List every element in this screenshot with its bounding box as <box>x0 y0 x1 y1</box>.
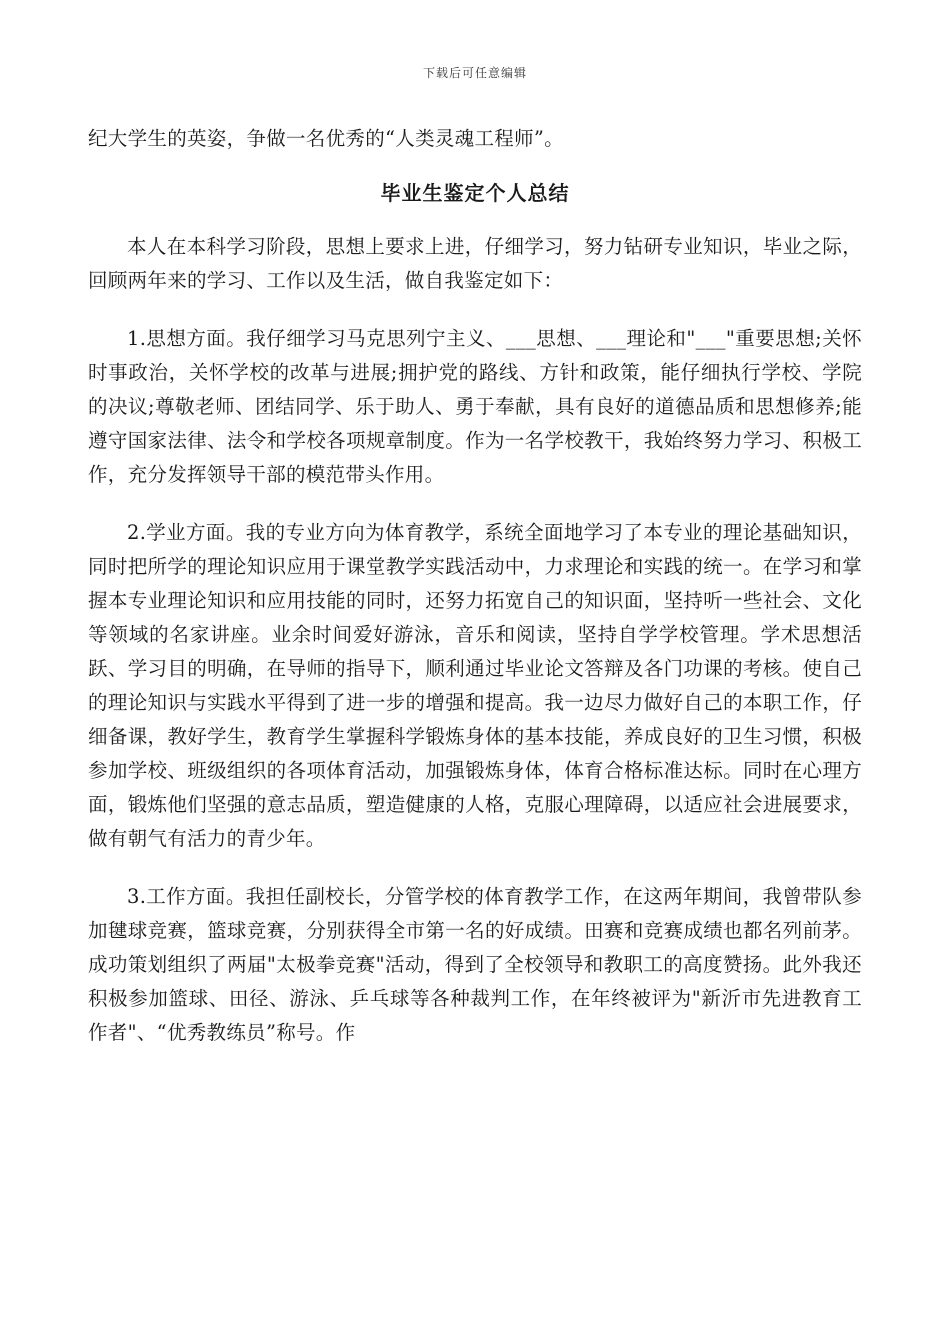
document-body <box>88 122 862 1074</box>
header-note: 下载后可任意编辑 <box>422 66 527 80</box>
section-ideology-paragraph: 1.思想方面。我仔细学习马克思列宁主义、___思想、___理论和"___"重要思想;关怀时事政治，关怀学校的改革与进展;拥护党的路线、方针和政策，能仔细执行学校、学院的决议;尊敬老师、团结同学、乐于助人、勇于奉献，具有良好的道德品质和思想修养;能遵守国家法律、法令和学校各项规章制度。作为一名学校教干，我始终努力学习、积极工作，充分发挥领导干部的模范带头作用。 <box>88 327 862 486</box>
continuation-paragraph: 纪大学生的英姿，争做一名优秀的“人类灵魂工程师”。 <box>88 127 564 150</box>
document-title: 毕业生鉴定个人总结 <box>380 181 570 205</box>
intro-paragraph: 本人在本科学习阶段，思想上要求上进，仔细学习，努力钻研专业知识，毕业之际，回顾两年来的学习、工作以及生活，做自我鉴定如下： <box>88 235 862 292</box>
section-academic-paragraph: 2.学业方面。我的专业方向为体育教学，系统全面地学习了本专业的理论基础知识，同时把所学的理论知识应用于课堂教学实践活动中，力求理论和实践的统一。在学习和掌握本专业理论知识和应用技能的同时，还努力拓宽自己的知识面，坚持听一些社会、文化等领域的名家讲座。业余时间爱好游泳，音乐和阅读，坚持自学学校管理。学术思想活跃、学习目的明确，在导师的指导下，顺利通过毕业论文答辩及各门功课的考核。使自己的理论知识与实践水平得到了进一步的增强和提高。我一边尽力做好自己的本职工作，仔细备课，教好学生，教育学生掌握科学锻炼身体的基本技能，养成良好的卫生习惯，积极参加学校、班级组织的各项体育活动，加强锻炼身体，体育合格标准达标。同时在心理方面，锻炼他们坚强的意志品质，塑造健康的人格，克服心理障碍，以适应社会进展要求，做有朝气有活力的青少年。 <box>88 521 862 850</box>
section-work-paragraph: 3.工作方面。我担任副校长，分管学校的体育教学工作，在这两年期间，我曾带队参加毽球竞赛，篮球竞赛，分别获得全市第一名的好成绩。田赛和竞赛成绩也都名列前茅。成功策划组织了两届"太极拳竞赛"活动，得到了全校领导和教职工的高度赞扬。此外我还积极参加篮球、田径、游泳、乒乓球等各种裁判工作，在年终被评为"新沂市先进教育工作者"、“优秀教练员”称号。作 <box>88 885 862 1044</box>
